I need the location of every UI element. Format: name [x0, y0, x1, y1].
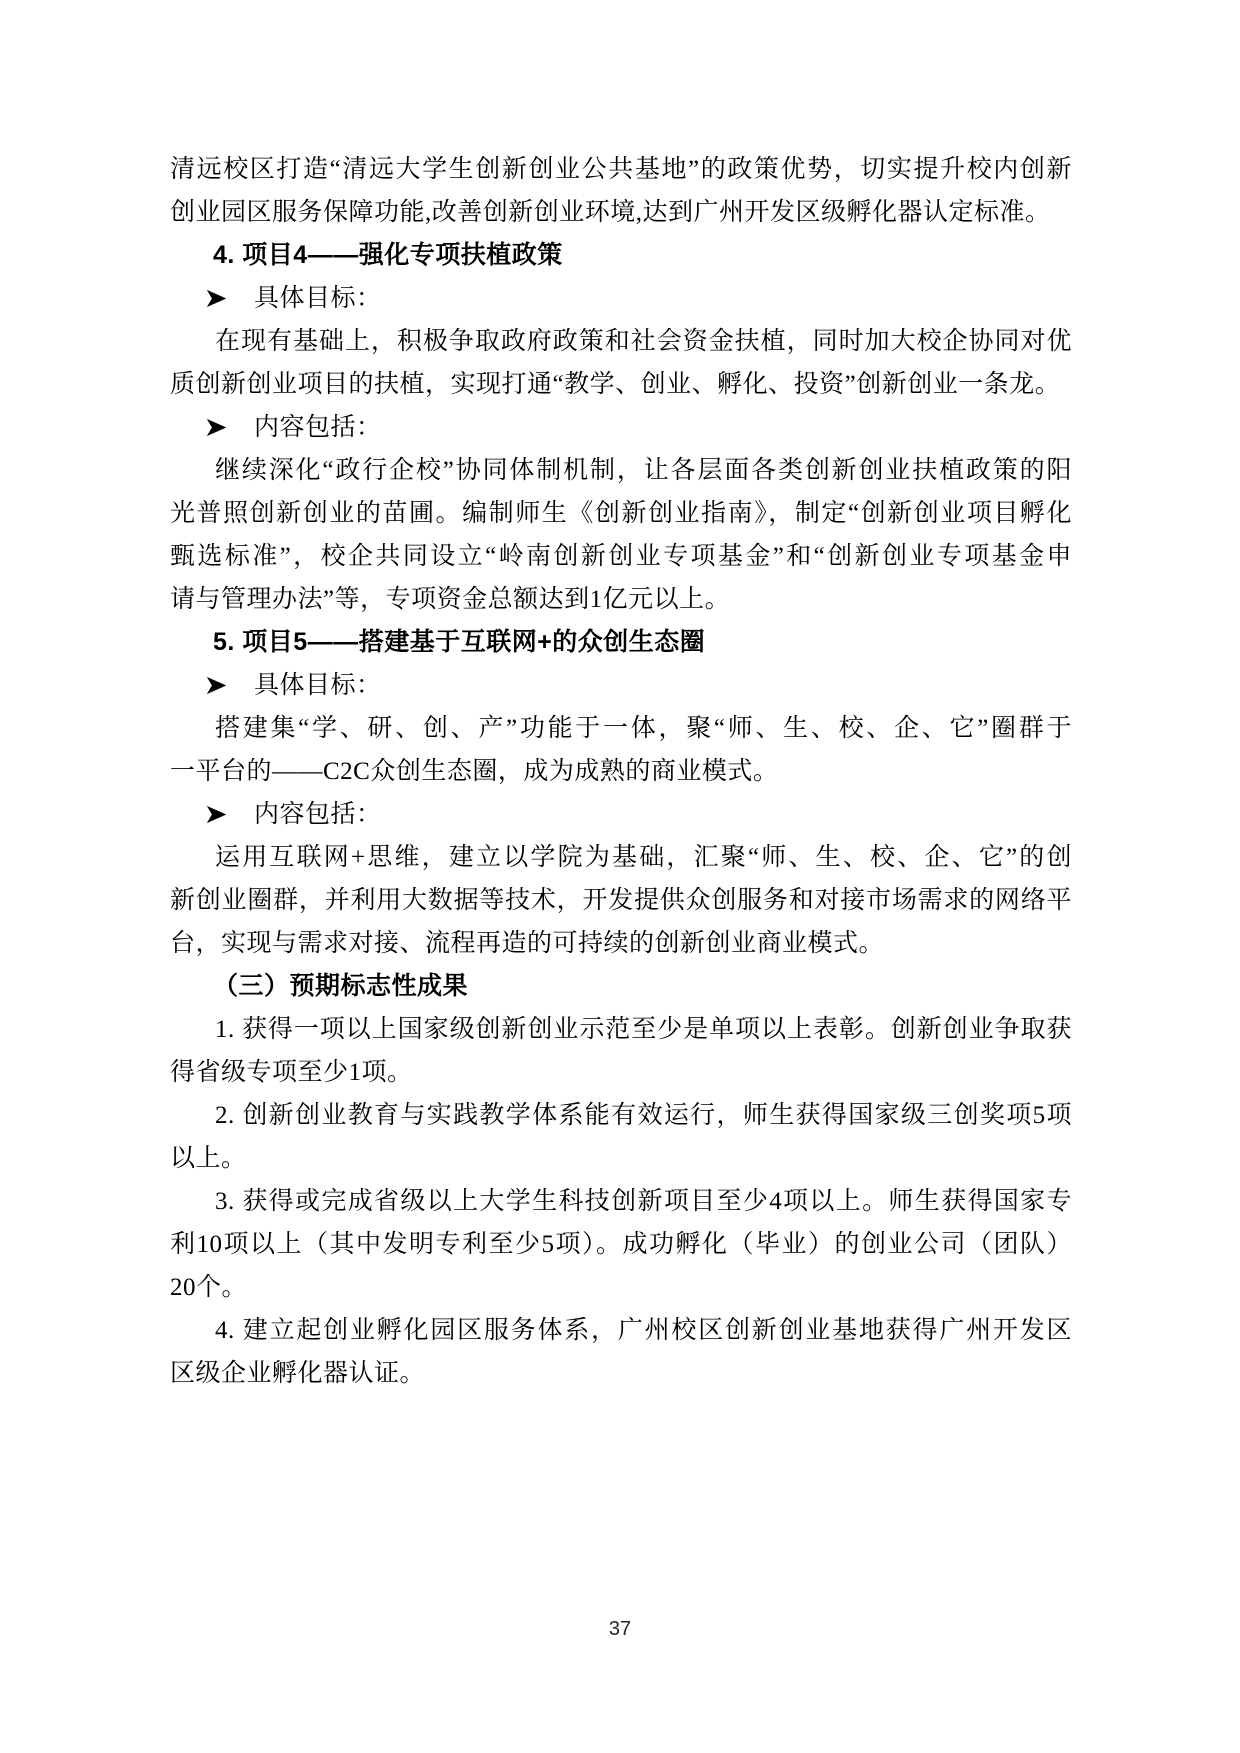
arrow-bullet-icon — [207, 419, 226, 436]
bullet-item — [170, 406, 1072, 449]
paragraph-line: 创业园区服务保障功能,改善创新创业环境,达到广州开发区级孵化器认定标准。 — [170, 199, 1051, 226]
paragraph — [170, 449, 1072, 621]
arrow-bullet-icon — [207, 806, 226, 823]
paragraph-line: 2. 创新创业教育与实践教学体系能有效运行，师生获得国家级三创奖项5项 — [215, 1102, 1072, 1129]
arrow-bullet-icon — [207, 806, 226, 823]
paragraph — [170, 1180, 1072, 1309]
bullet-item — [170, 277, 1072, 320]
paragraph-line: 甄选标准”，校企共同设立“岭南创新创业专项基金”和“创新创业专项基金申 — [170, 543, 1072, 570]
arrow-bullet-icon — [207, 677, 226, 694]
paragraph-line: 3. 获得或完成省级以上大学生科技创新项目至少4项以上。师生获得国家专 — [215, 1188, 1072, 1215]
paragraph — [170, 1094, 1072, 1180]
paragraph-line: 得省级专项至少1项。 — [170, 1059, 413, 1086]
document-body — [170, 148, 1072, 1395]
paragraph-line: 搭建集“学、研、创、产”功能于一体，聚“师、生、校、企、它”圈群于 — [215, 715, 1072, 742]
paragraph-line: 继续深化“政行企校”协同体制机制，让各层面各类创新创业扶植政策的阳 — [215, 457, 1072, 484]
paragraph — [170, 1008, 1072, 1094]
bullet-label: 内容包括： — [254, 801, 382, 828]
paragraph-line: 一平台的——C2C众创生态圈，成为成熟的商业模式。 — [170, 758, 779, 785]
paragraph-line: 光普照创新创业的苗圃。编制师生《创新创业指南》，制定“创新创业项目孵化 — [170, 500, 1072, 527]
arrow-bullet-icon — [207, 290, 226, 307]
section-heading: （三）预期标志性成果 — [213, 972, 469, 1000]
paragraph-line: 利10项以上（其中发明专利至少5项）。成功孵化（毕业）的创业公司（团队） — [170, 1231, 1072, 1258]
paragraph-line: 运用互联网+思维，建立以学院为基础，汇聚“师、生、校、企、它”的创 — [215, 844, 1072, 871]
arrow-bullet-icon — [207, 419, 226, 436]
paragraph-line: 区级企业孵化器认证。 — [170, 1360, 426, 1387]
paragraph — [170, 707, 1072, 793]
paragraph — [170, 836, 1072, 965]
bullet-item — [170, 664, 1072, 707]
paragraph-line: 4. 建立起创业孵化园区服务体系，广州校区创新创业基地获得广州开发区 — [215, 1317, 1072, 1344]
paragraph — [170, 1309, 1072, 1395]
paragraph-line: 台，实现与需求对接、流程再造的可持续的创新创业商业模式。 — [170, 930, 885, 957]
paragraph-line: 质创新创业项目的扶植，实现打通“教学、创业、孵化、投资”创新创业一条龙。 — [170, 371, 1061, 398]
paragraph-line: 1. 获得一项以上国家级创新创业示范至少是单项以上表彰。创新创业争取获 — [215, 1016, 1072, 1043]
page-number: 37 — [608, 1618, 632, 1640]
bullet-label: 具体目标： — [254, 672, 382, 699]
bullet-label: 内容包括： — [254, 414, 382, 441]
paragraph — [170, 320, 1072, 406]
paragraph-line: 以上。 — [170, 1145, 247, 1172]
paragraph-line: 请与管理办法”等，专项资金总额达到1亿元以上。 — [170, 586, 731, 613]
paragraph-line: 20个。 — [170, 1274, 248, 1301]
bullet-item — [170, 793, 1072, 836]
paragraph-line: 新创业圈群，并利用大数据等技术，开发提供众创服务和对接市场需求的网络平 — [170, 887, 1072, 914]
arrow-bullet-icon — [207, 677, 226, 694]
paragraph-line: 在现有基础上，积极争取政府政策和社会资金扶植，同时加大校企协同对优 — [215, 328, 1072, 355]
paragraph — [170, 148, 1072, 234]
section-heading: 5. 项目5——搭建基于互联网+的众创生态圈 — [213, 628, 706, 656]
bullet-label: 具体目标： — [254, 285, 382, 312]
section-heading: 4. 项目4——强化专项扶植政策 — [213, 241, 563, 269]
arrow-bullet-icon — [207, 290, 226, 307]
paragraph-line: 清远校区打造“清远大学生创新创业公共基地”的政策优势，切实提升校内创新 — [170, 156, 1072, 183]
